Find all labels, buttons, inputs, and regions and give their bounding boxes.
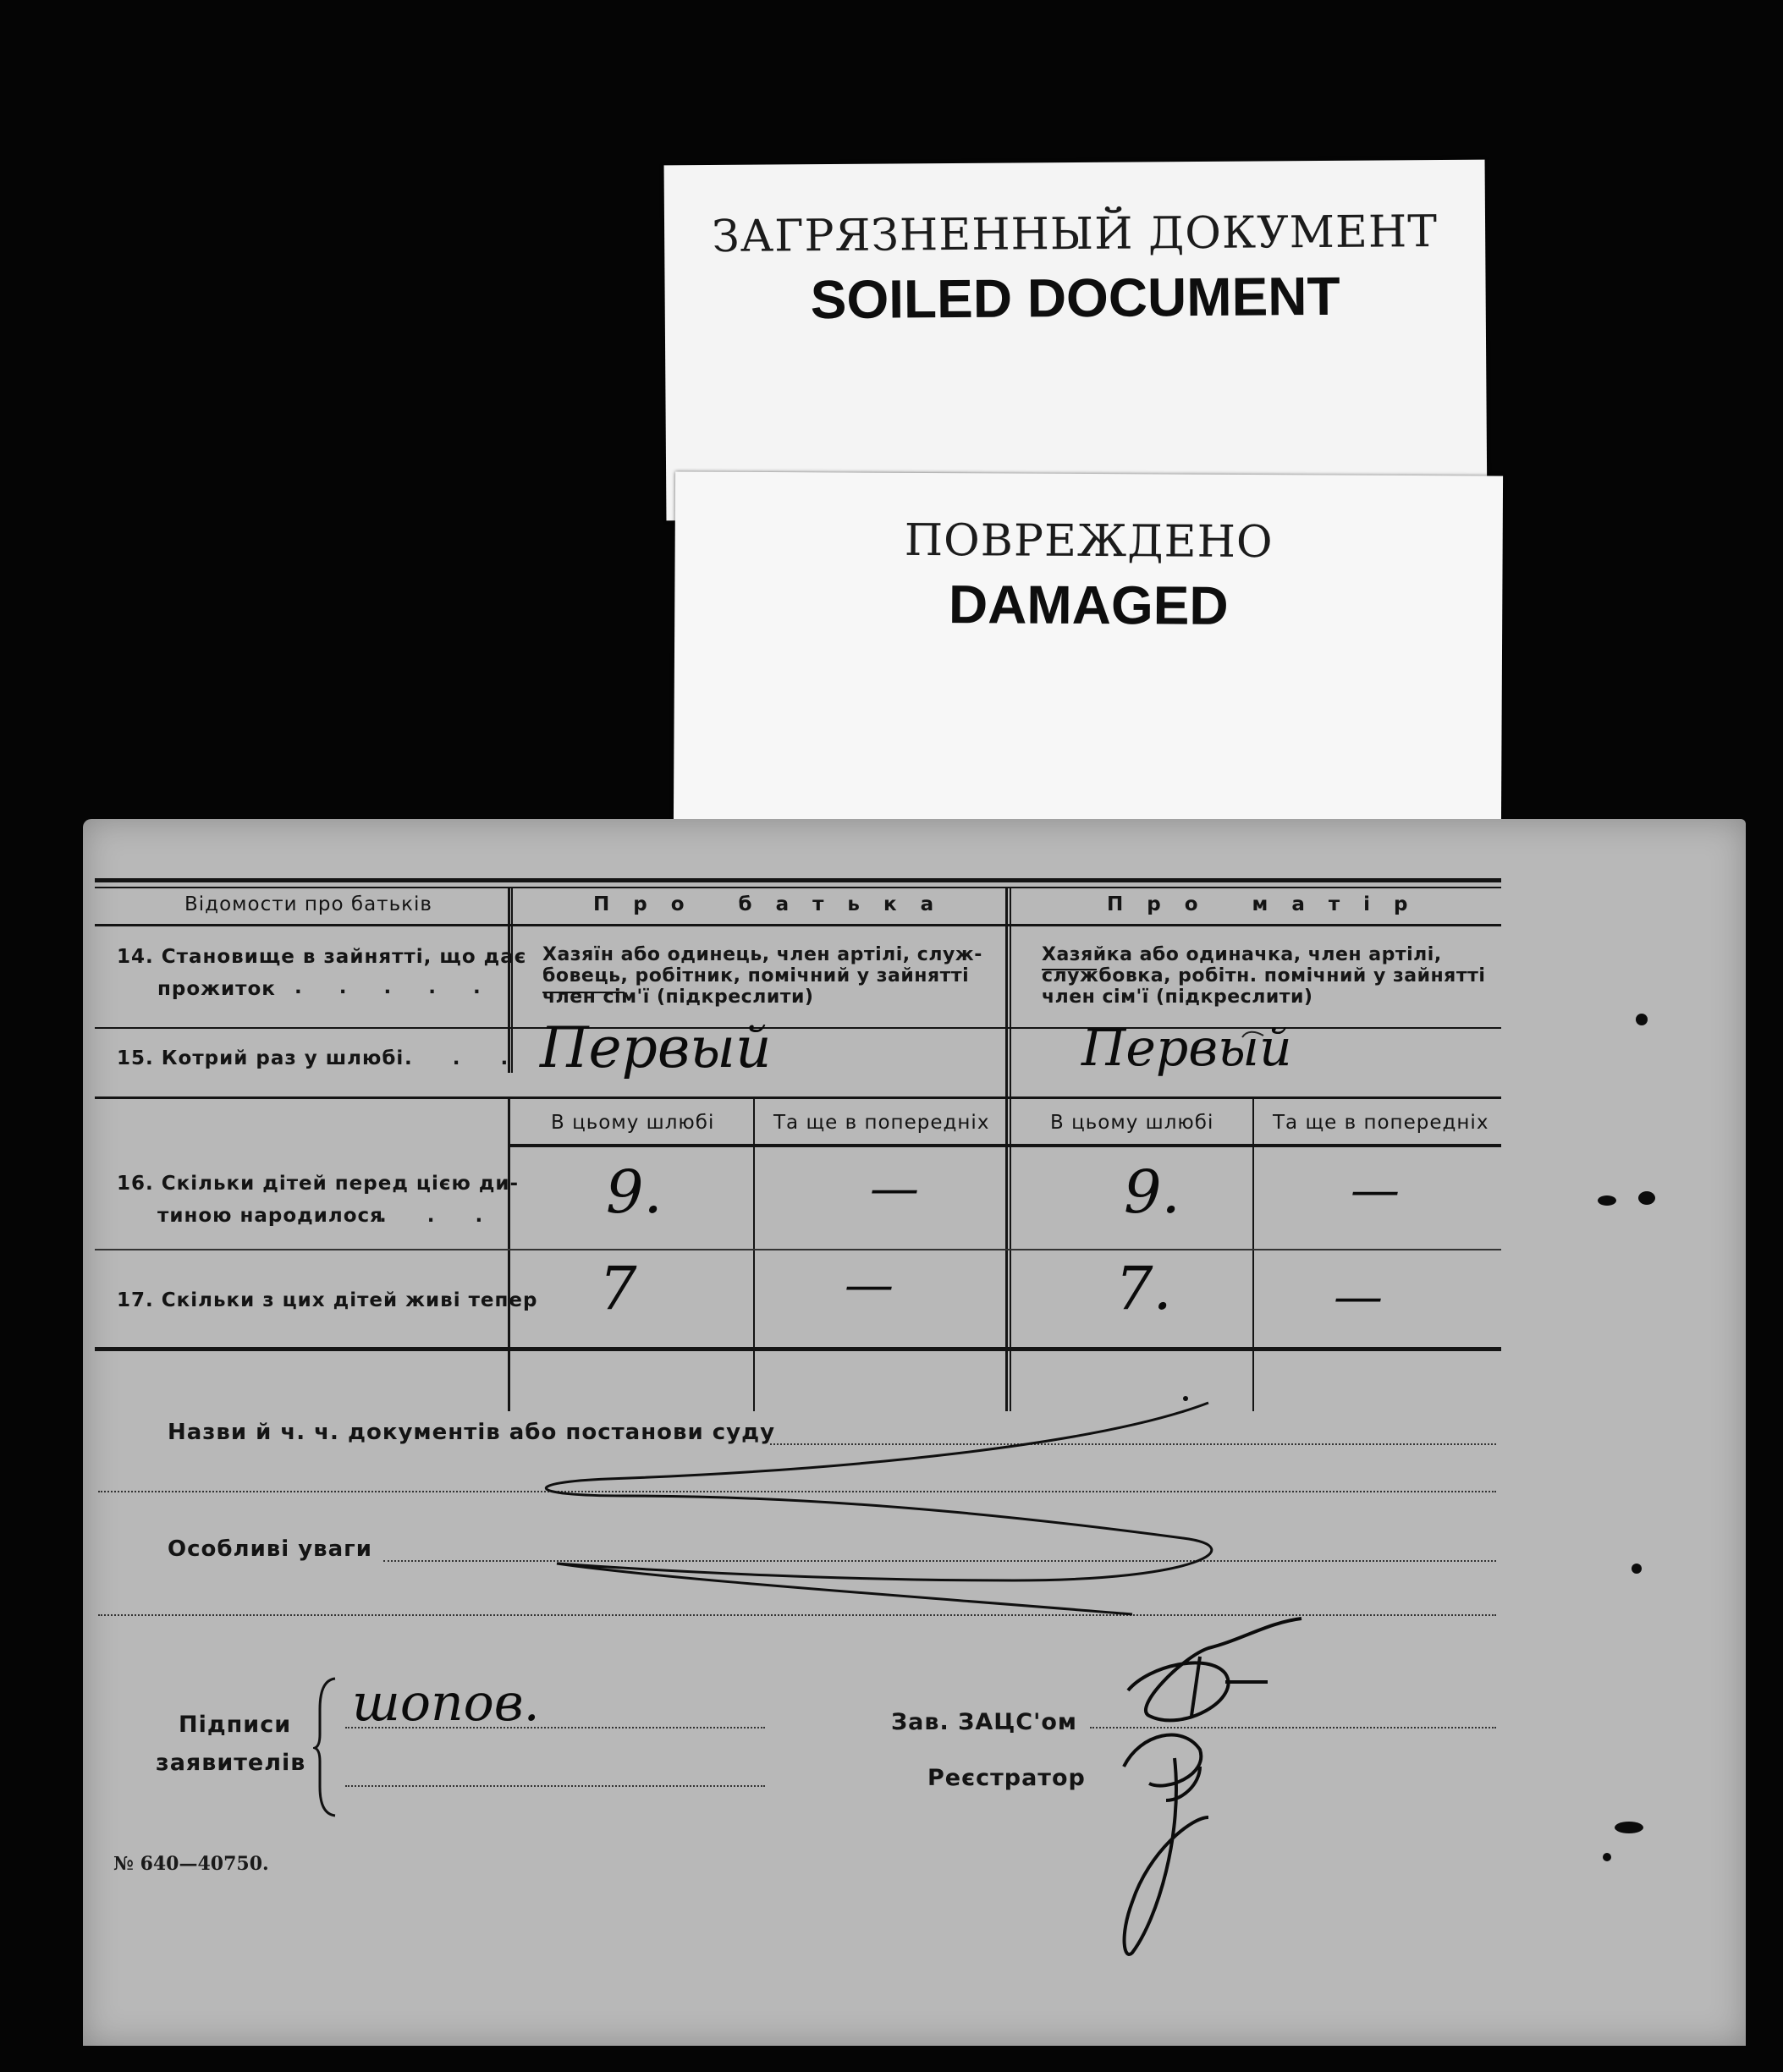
row16-father-this: 9. bbox=[606, 1157, 663, 1227]
registrar-label: Реєстратор bbox=[927, 1765, 1086, 1791]
damaged-label-ua: ПОВРЕЖДЕНО bbox=[904, 514, 1274, 569]
documents-label: Назви й ч. ч. документів або постанови суду bbox=[168, 1420, 776, 1445]
row16-father-prev: — bbox=[870, 1159, 919, 1217]
signatures-label-2: заявителів bbox=[156, 1750, 306, 1776]
signatures-label-1: Підписи bbox=[179, 1712, 292, 1738]
sub-mother-this: В цьому шлюбі bbox=[1050, 1112, 1214, 1134]
hole-5 bbox=[1615, 1822, 1643, 1833]
row17-father-prev: — bbox=[845, 1256, 894, 1313]
row17-mother-prev: — bbox=[1334, 1267, 1383, 1325]
header-mother: Про матір bbox=[1107, 893, 1432, 915]
header-parents-info: Відомости про батьків bbox=[184, 893, 432, 915]
speck-1 bbox=[1183, 1396, 1188, 1401]
damaged-label-en: DAMAGED bbox=[948, 574, 1229, 636]
soiled-label-ru: ЗАГРЯЗНЕННЫЙ ДОКУМЕНТ bbox=[712, 206, 1439, 262]
hole-3 bbox=[1598, 1195, 1616, 1206]
hole-2 bbox=[1638, 1191, 1655, 1205]
damaged-card bbox=[674, 471, 1503, 831]
ink-strokes bbox=[83, 819, 1746, 2046]
soiled-document-card bbox=[664, 160, 1488, 521]
hole-1 bbox=[1636, 1014, 1648, 1025]
row15-father-value: Первый bbox=[540, 1015, 772, 1080]
row17-label: 17. Скільки з цих дітей живі тепер bbox=[117, 1289, 538, 1311]
row17-father-this: 7 bbox=[599, 1254, 637, 1323]
row14-label-1: 14. Становище в зайнятті, що дає bbox=[117, 946, 527, 968]
header-father: Про батька bbox=[593, 893, 958, 915]
row16-label-1: 16. Скільки дітей перед цією ди- bbox=[117, 1173, 520, 1195]
registration-form bbox=[83, 819, 1746, 2046]
row16-label-2: тиною народилося bbox=[157, 1205, 383, 1227]
form-number: № 640—40750. bbox=[113, 1853, 269, 1875]
row16-mother-this: 9. bbox=[1124, 1157, 1180, 1227]
row15-dots: . . . bbox=[404, 1047, 526, 1069]
remarks-label: Особливі уваги bbox=[168, 1536, 372, 1562]
soiled-label-en: SOILED DOCUMENT bbox=[810, 265, 1340, 331]
row16-mother-prev: — bbox=[1351, 1161, 1400, 1218]
sub-father-prev: Та ще в попередніх bbox=[773, 1112, 990, 1134]
sub-father-this: В цьому шлюбі bbox=[551, 1112, 715, 1134]
row16-dots: . . . bbox=[379, 1205, 500, 1227]
head-label: Зав. ЗАЦС'ом bbox=[891, 1709, 1077, 1735]
row15-label: 15. Котрий раз у шлюбі bbox=[117, 1047, 404, 1069]
row14-father-options: Хазяїн або одинець, член артілі, служ- бовець, робітник, помічний у зайнятті член сім'ї (підкреслити) bbox=[542, 944, 982, 1008]
hole-4 bbox=[1632, 1564, 1642, 1574]
applicant-signature: шопов. bbox=[352, 1674, 540, 1733]
sub-mother-prev: Та ще в попередніх bbox=[1273, 1112, 1489, 1134]
row15-mother-value: Первый bbox=[1081, 1019, 1292, 1078]
row14-dots: . . . . . bbox=[294, 976, 496, 998]
row14-mother-options: Хазяйка або одиначка, член артілі, службовка, робітн. помічний у зайнятті член сім'ї (підкреслити) bbox=[1042, 944, 1486, 1008]
hole-6 bbox=[1603, 1853, 1611, 1861]
row14-label-2: прожиток bbox=[157, 978, 276, 1000]
row17-mother-this: 7. bbox=[1115, 1254, 1172, 1323]
